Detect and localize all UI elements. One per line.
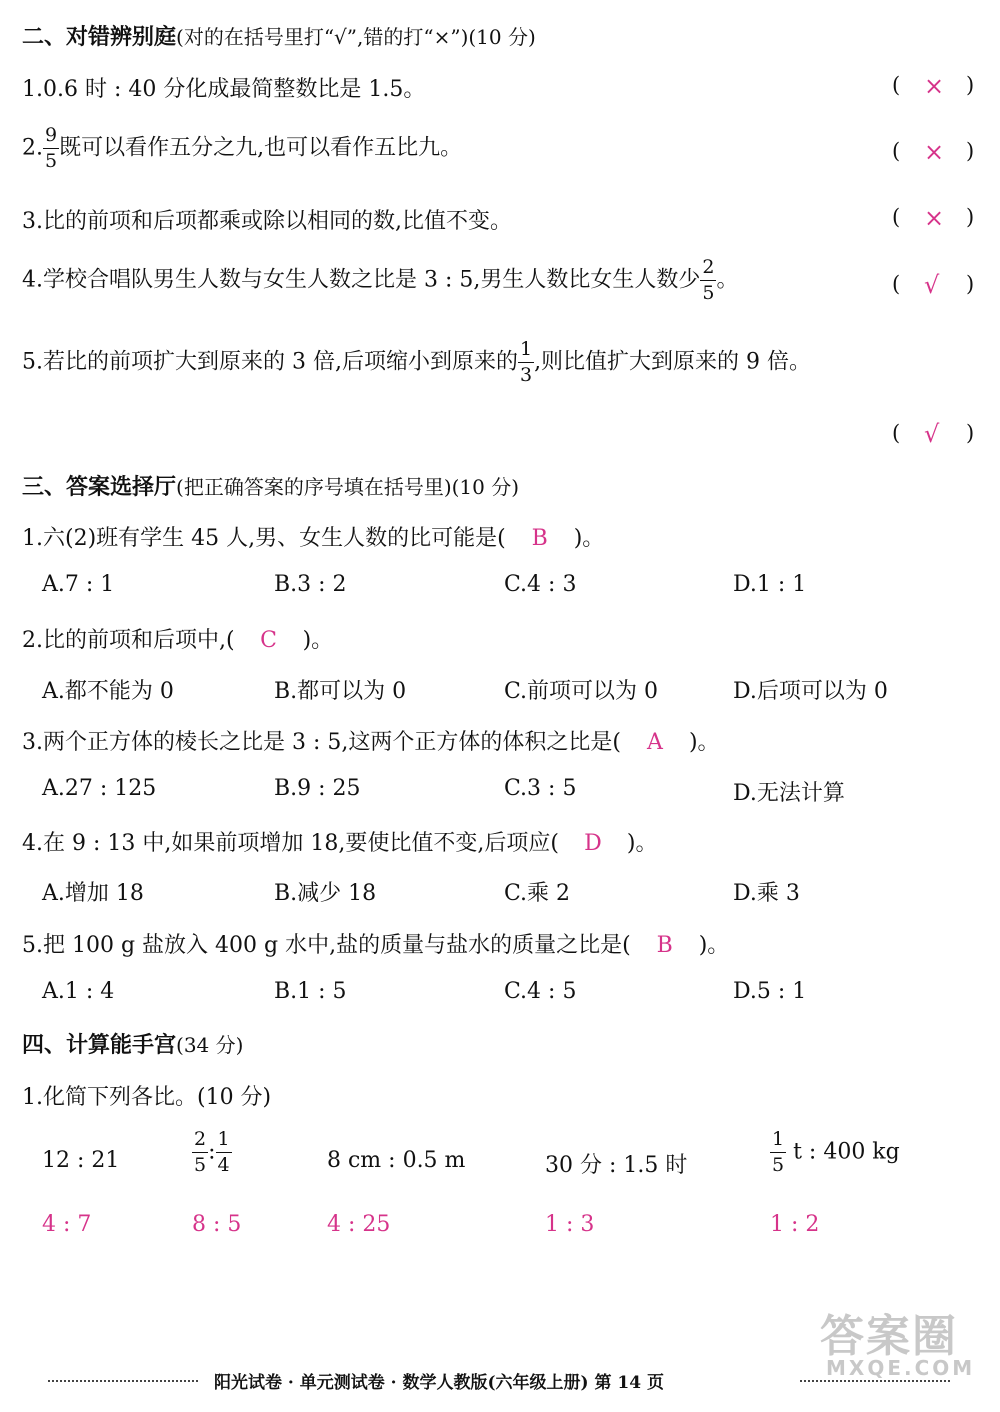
item-suffix: ,则比值扩大到原来的 9 倍。 [534, 349, 812, 375]
watermark-logo: 答案圈 [820, 1311, 958, 1362]
answer-paren-2 [892, 138, 978, 166]
paren-open: ( [892, 272, 901, 296]
option-a: A.7 : 1 [42, 572, 115, 597]
answer-paren-3 [892, 204, 978, 232]
footer-dots-left [48, 1380, 198, 1382]
question-stem-end: )。 [698, 933, 730, 958]
ratio-problem-2 [192, 1130, 232, 1175]
question-stem-end: )。 [626, 831, 658, 856]
option-b: B.3 : 2 [274, 572, 347, 597]
section3-heading [22, 470, 519, 501]
option-a: A.增加 18 [42, 881, 144, 906]
section2-item-1 [22, 72, 425, 103]
paren-close: ) [966, 272, 975, 296]
fraction-numerator: 9 [45, 124, 58, 146]
fraction-numerator: 2 [702, 256, 715, 278]
item-text: 1.0.6 时 : 40 分化成最简整数比是 1.5。 [22, 77, 426, 102]
paren-close: ) [966, 421, 975, 445]
paren-open: ( [892, 73, 901, 97]
option-d: D.后项可以为 0 [733, 679, 888, 704]
section3-question-2 [22, 623, 333, 654]
section2-item-2 [22, 126, 462, 171]
option-b: B.都可以为 0 [274, 679, 407, 704]
ratio-problem-3: 8 cm : 0.5 m [327, 1148, 466, 1173]
question-stem: 2.比的前项和后项中,( [22, 628, 235, 653]
section2-heading [22, 20, 536, 51]
footer-dots-right [800, 1380, 950, 1382]
fraction-denominator: 5 [194, 1154, 207, 1176]
answer-paren-4 [892, 271, 978, 299]
option-b: B.1 : 5 [274, 979, 347, 1004]
item-text: 4.学校合唱队男生人数与女生人数之比是 3 : 5,男生人数比女生人数少 [22, 267, 701, 293]
ratio-problem-4: 30 分 : 1.5 时 [545, 1153, 688, 1178]
fraction-denominator: 3 [519, 364, 533, 386]
fraction-numerator: 1 [519, 338, 533, 360]
section2-note: (对的在括号里打“√”,错的打“×”)(10 分) [176, 25, 536, 49]
option-d: D.无法计算 [733, 781, 845, 806]
question-stem: 3.两个正方体的棱长之比是 3 : 5,这两个正方体的体积之比是( [22, 730, 621, 755]
answer-letter: B [656, 933, 673, 958]
item-text: 既可以看作五分之九,也可以看作五比九。 [59, 135, 463, 161]
section3-question-5 [22, 928, 729, 959]
fraction-numerator: 1 [772, 1128, 785, 1150]
question-stem-end: )。 [302, 628, 334, 653]
section4-question-1: 1.化简下列各比。(10 分) [22, 1085, 272, 1110]
paren-open: ( [892, 139, 901, 163]
answer-mark: √ [924, 271, 940, 299]
question-stem: 1.六(2)班有学生 45 人,男、女生人数的比可能是( [22, 526, 506, 551]
option-c: C.3 : 5 [504, 776, 577, 801]
section3-question-1 [22, 521, 604, 552]
fraction-denominator: 5 [772, 1154, 785, 1176]
option-d: D.1 : 1 [733, 572, 807, 597]
answer-letter: C [260, 628, 277, 653]
option-a: A.27 : 125 [42, 776, 157, 801]
fraction-numerator: 1 [217, 1128, 230, 1150]
answer-mark: × [924, 204, 945, 232]
section3-note: (把正确答案的序号填在括号里)(10 分) [176, 475, 520, 499]
item-text: 5.若比的前项扩大到原来的 3 倍,后项缩小到原来的 [22, 349, 518, 375]
answer-letter: A [647, 730, 663, 755]
watermark-url: MXQE.COM [826, 1356, 976, 1380]
section2-item-5 [22, 340, 811, 385]
answer-paren-5 [892, 420, 978, 448]
fraction [216, 1130, 232, 1175]
ratio-separator: : [208, 1139, 216, 1165]
problem-suffix: t : 400 kg [786, 1139, 900, 1165]
option-a: A.都不能为 0 [42, 679, 174, 704]
paren-close: ) [966, 205, 975, 229]
fraction [770, 1130, 786, 1175]
fraction [700, 258, 716, 303]
question-stem: 4.在 9 : 13 中,如果前项增加 18,要使比值不变,后项应( [22, 831, 559, 856]
item-text: 3.比的前项和后项都乘或除以相同的数,比值不变。 [22, 209, 512, 234]
question-stem: 5.把 100 g 盐放入 400 g 水中,盐的质量与盐水的质量之比是( [22, 933, 631, 958]
option-c: C.乘 2 [504, 881, 571, 906]
option-a: A.1 : 4 [42, 979, 115, 1004]
fraction [518, 340, 534, 385]
option-d: D.5 : 1 [733, 979, 807, 1004]
option-c: C.4 : 5 [504, 979, 577, 1004]
section3-title: 三、答案选择厅 [22, 474, 177, 500]
section2-title: 二、对错辨别庭 [22, 24, 177, 50]
paren-open: ( [892, 421, 901, 445]
answer-letter: D [584, 831, 602, 856]
ratio-answer-1: 4 : 7 [42, 1212, 92, 1237]
ratio-answer-5: 1 : 2 [770, 1212, 820, 1237]
section2-item-3 [22, 204, 512, 235]
option-b: B.减少 18 [274, 881, 377, 906]
section4-title: 四、计算能手宫 [22, 1032, 177, 1058]
answer-letter: B [531, 526, 548, 551]
answer-mark: × [924, 138, 945, 166]
ratio-problem-5 [770, 1130, 900, 1175]
option-d: D.乘 3 [733, 881, 800, 906]
question-stem-end: )。 [688, 730, 720, 755]
item-suffix: 。 [716, 267, 739, 293]
fraction [43, 126, 59, 171]
section4-heading [22, 1028, 243, 1059]
answer-mark: × [924, 72, 945, 100]
fraction-denominator: 4 [217, 1154, 230, 1176]
fraction-denominator: 5 [45, 150, 58, 172]
ratio-answer-4: 1 : 3 [545, 1212, 595, 1237]
option-c: C.前项可以为 0 [504, 679, 659, 704]
paren-close: ) [966, 139, 975, 163]
item-prefix: 2. [22, 135, 43, 161]
section2-item-4 [22, 258, 738, 303]
fraction-denominator: 5 [702, 282, 715, 304]
paren-open: ( [892, 205, 901, 229]
answer-mark: √ [924, 420, 940, 448]
section4-note: (34 分) [176, 1033, 244, 1057]
answer-paren-1 [892, 72, 978, 100]
option-b: B.9 : 25 [274, 776, 361, 801]
section3-question-4 [22, 826, 658, 857]
ratio-answer-3: 4 : 25 [327, 1212, 391, 1237]
section3-question-3 [22, 725, 720, 756]
paren-close: ) [966, 73, 975, 97]
fraction [192, 1130, 208, 1175]
question-stem-end: )。 [573, 526, 605, 551]
ratio-answer-2: 8 : 5 [192, 1212, 242, 1237]
option-c: C.4 : 3 [504, 572, 577, 597]
ratio-problem-1: 12 : 21 [42, 1148, 120, 1173]
page-footer: 阳光试卷 · 单元测试卷 · 数学人教版(六年级上册) 第 14 页 [214, 1373, 665, 1393]
fraction-numerator: 2 [194, 1128, 207, 1150]
